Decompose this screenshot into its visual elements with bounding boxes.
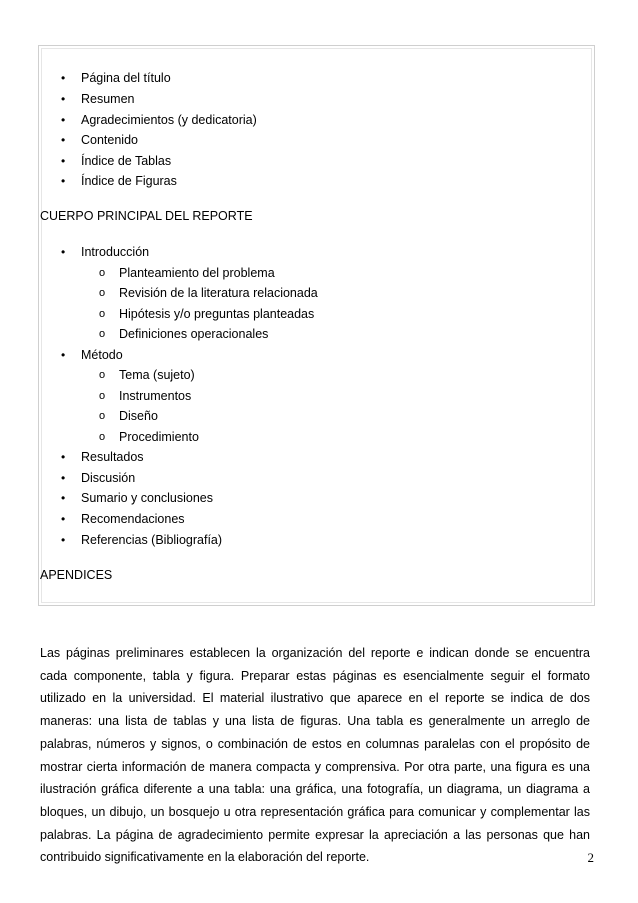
sub-list-item-label: Tema (sujeto) <box>119 368 195 382</box>
section-heading-appendix: APENDICES <box>40 568 113 582</box>
bullet-icon: • <box>61 174 66 188</box>
sub-list-item-label: Instrumentos <box>119 389 192 403</box>
list-item-label: Introducción <box>81 245 150 259</box>
bullet-icon: • <box>61 92 66 106</box>
list-item-label: Resultados <box>81 450 144 464</box>
sub-list-item-label: Hipótesis y/o preguntas planteadas <box>119 307 315 321</box>
circle-bullet-icon: o <box>99 410 106 422</box>
bullet-icon: • <box>61 133 66 147</box>
list-item-label: Página del título <box>81 71 171 85</box>
list-item-label: Contenido <box>81 133 138 147</box>
sub-list-item-label: Revisión de la literatura relacionada <box>119 286 318 300</box>
circle-bullet-icon: o <box>99 390 106 402</box>
sub-list-item-label: Procedimiento <box>119 430 199 444</box>
bullet-icon: • <box>61 71 66 85</box>
list-item-label: Referencias (Bibliografía) <box>81 533 223 547</box>
sub-list-item-label: Planteamiento del problema <box>119 266 275 280</box>
list-item-label: Recomendaciones <box>81 512 185 526</box>
bullet-icon: • <box>61 113 66 127</box>
bullet-icon: • <box>61 245 66 259</box>
sub-list-item-label: Definiciones operacionales <box>119 327 269 341</box>
bullet-icon: • <box>61 154 66 168</box>
bullet-icon: • <box>61 471 66 485</box>
bullet-icon: • <box>61 533 66 547</box>
list-item-label: Índice de Figuras <box>81 174 177 188</box>
section-heading-body: CUERPO PRINCIPAL DEL REPORTE <box>40 209 253 223</box>
circle-bullet-icon: o <box>99 287 106 299</box>
circle-bullet-icon: o <box>99 328 106 340</box>
list-item-label: Índice de Tablas <box>81 154 172 168</box>
list-item-label: Agradecimientos (y dedicatoria) <box>81 113 257 127</box>
list-item-label: Método <box>81 348 123 362</box>
list-item-label: Sumario y conclusiones <box>81 491 214 505</box>
bullet-icon: • <box>61 512 66 526</box>
body-paragraph: Las páginas preliminares establecen la organización del reporte e indican donde se encuentra cada componente, tabla y figura. Preparar estas páginas es esencialmente seguir el formato utilizado en la universidad. El material ilustrativo que aparece en el reporte se indica de dos maneras: una lista de tablas y una lista de figuras. Una tabla es generalmente un arreglo de palabras, números y signos, o combinación de estos en columnas paralelas con el propósito de mostrar cierta información de manera compacta y comprensiva. Por otra parte, una figura es una ilustración gráfica diferente a una tabla: una gráfica, una fotografía, un diagrama, un diagrama a bloques, un dibujo, un bosquejo u otra representación gráfica para comunicar y complementar las palabras. La página de agradecimiento permite expresar la apreciación a las personas que han contribuido significativamente en la elaboración del reporte. <box>40 646 590 865</box>
circle-bullet-icon: o <box>99 431 106 443</box>
bullet-icon: • <box>61 348 66 362</box>
list-item-label: Resumen <box>81 92 135 106</box>
bullet-icon: • <box>61 491 66 505</box>
circle-bullet-icon: o <box>99 308 106 320</box>
list-item-label: Discusión <box>81 471 136 485</box>
bullet-icon: • <box>61 450 66 464</box>
sub-list-item-label: Diseño <box>119 409 158 423</box>
circle-bullet-icon: o <box>99 369 106 381</box>
circle-bullet-icon: o <box>99 267 106 279</box>
page-number: 2 <box>587 850 594 865</box>
